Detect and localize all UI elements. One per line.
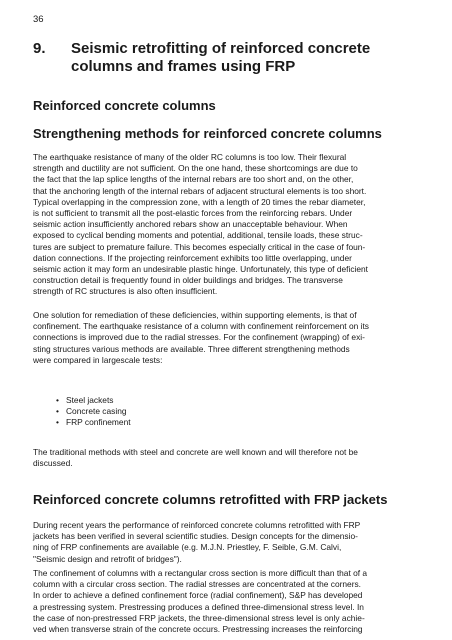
text-line: seismic action insufficiently anchored rebars show an unacceptable behaviour. When: [33, 219, 348, 230]
section-heading-frp-jackets: Reinforced concrete columns retrofitted with FRP jackets: [33, 492, 388, 507]
text-line: confinement. The earthquake resistance of a column with confinement reinforcement on its: [33, 321, 369, 332]
text-line: discussed.: [33, 458, 73, 469]
text-line: The traditional methods with steel and concrete are well known and will therefore not be: [33, 447, 358, 457]
text-line: that the anchoring length of the internal rebars of adjacent structural elements is too short.: [33, 185, 367, 196]
text-line: strength and ductility are not sufficient. On the one hand, these shortcomings are due to: [33, 163, 358, 174]
text-line: The earthquake resistance of many of the older RC columns is too low. Their flexural: [33, 152, 347, 162]
text-line: One solution for remediation of these deficiencies, within supporting elements, is that of: [33, 310, 357, 320]
chapter-number: 9.: [33, 40, 46, 57]
list-item: • Steel jackets: [56, 395, 114, 405]
strengthening-methods-list: [56, 395, 131, 429]
section-heading-strengthening-methods: Strengthening methods for reinforced concrete columns: [33, 126, 382, 141]
paragraph-frp-performance: [33, 520, 428, 565]
text-line: During recent years the performance of reinforced concrete columns retrofitted with FRP: [33, 520, 361, 530]
paragraph-rectangular-confinement: [33, 568, 428, 635]
text-line: connections is improved due to the radial stresses. For the confinement (wrapping) of exi-: [33, 332, 365, 343]
text-line: Typical overlapping in the compression zone, with a length of 20 times the rebar diameter,: [33, 196, 366, 207]
text-line: tures are subject to premature failure. This becomes especially critical in the case of foun-: [33, 241, 366, 252]
text-line: exposed to cyclical bending moments and potential, additional, tensile loads, these struc-: [33, 230, 363, 241]
text-line: the fact that the lap splice lengths of the internal rebars are too short and, on the other,: [33, 174, 354, 185]
text-line: were compared in largescale tests:: [33, 354, 163, 365]
list-item: • Concrete casing: [56, 406, 127, 417]
text-line: a prestressing system. Prestressing produces a defined three-dimensional stress level. In: [33, 601, 364, 612]
text-line: seismic action it may form an undesirable plastic hinge. Unfortunately, this type of deficient: [33, 264, 369, 275]
text-line: sting structures various methods are available. Three different strengthening methods: [33, 343, 350, 354]
paragraph-earthquake-resistance: [33, 152, 428, 298]
section-heading-rc-columns: Reinforced concrete columns: [33, 98, 216, 113]
text-line: In order to achieve a defined confinement force (radial confinement), S&P has developed: [33, 590, 363, 601]
paragraph-traditional-methods: [33, 447, 428, 469]
text-line: dation connections. If the projecting reinforcement exhibits too little overlapping, under: [33, 252, 352, 263]
chapter-title: Seismic retrofitting of reinforced concrete columns and frames using FRP: [71, 40, 371, 75]
text-line: jackets has been verified in several scientific studies. Design concepts for the dimensio-: [33, 531, 358, 542]
list-item: • FRP confinement: [56, 417, 131, 428]
text-line: is not sufficient to transmit all the post-elastic forces from the reinforcing rebars. Under: [33, 208, 353, 219]
paragraph-confinement-solution: [33, 310, 428, 366]
page-number: 36: [33, 14, 44, 25]
text-line: construction detail is frequently found in older buildings and bridges. The transverse: [33, 275, 343, 286]
text-line: ved when transverse strain of the concrete occurs. Prestressing increases the reinforcing: [33, 624, 363, 635]
text-line: strength of RC structures is also often insufficient.: [33, 286, 218, 297]
text-line: ning of FRP confinements are available (e.g. M.J.N. Priestley, F. Seible, G.M. Calvi,: [33, 542, 342, 553]
text-line: the case of non-prestressed FRP jackets, the three-dimensional stress level is only achie-: [33, 612, 365, 623]
text-line: column with a circular cross section. The radial stresses are concentrated at the corners.: [33, 579, 362, 590]
text-line: "Seismic design and retrofit of bridges").: [33, 553, 182, 564]
text-line: The confinement of columns with a rectangular cross section is more difficult than that of a: [33, 568, 368, 578]
